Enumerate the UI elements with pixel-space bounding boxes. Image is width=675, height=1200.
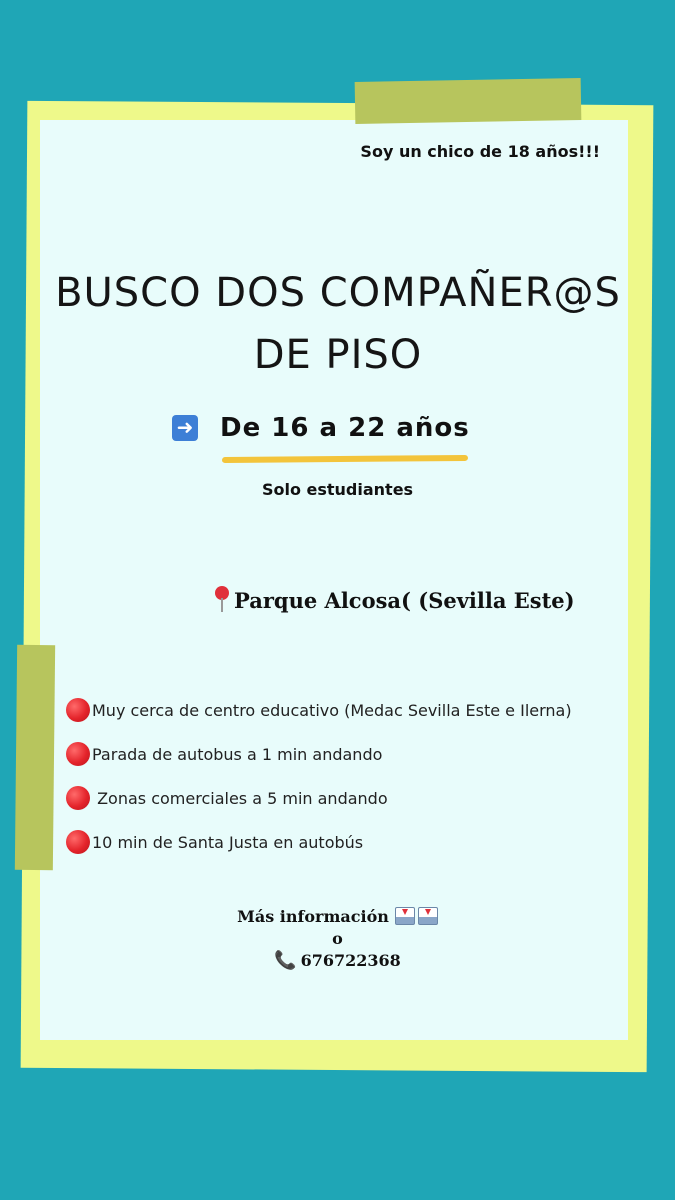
- inbox-tray-icon: [418, 907, 438, 925]
- poster-card: [40, 120, 628, 1040]
- headline-line-1: BUSCO DOS COMPAÑER@S: [55, 270, 621, 316]
- list-item: [66, 688, 572, 732]
- tape-top: [355, 78, 582, 124]
- feature-text: Muy cerca de centro educativo (Medac Sevilla Este e Ilerna): [92, 700, 572, 720]
- feature-text: Zonas comerciales a 5 min andando: [92, 788, 388, 808]
- more-info-label: Más información: [237, 906, 389, 926]
- right-arrow-icon: ➜: [172, 415, 198, 441]
- age-range: [172, 413, 470, 443]
- tape-left: [15, 645, 55, 870]
- feature-text: Parada de autobus a 1 min andando: [92, 744, 383, 764]
- red-circle-icon: [66, 742, 90, 766]
- red-circle-icon: [66, 698, 90, 722]
- location: [212, 586, 575, 614]
- age-range-text: De 16 a 22 años: [220, 413, 470, 443]
- red-circle-icon: [66, 830, 90, 854]
- red-circle-icon: [66, 786, 90, 810]
- feature-text: 10 min de Santa Justa en autobús: [92, 832, 364, 852]
- headline: [40, 262, 636, 386]
- telephone-icon: 📞: [274, 949, 297, 971]
- round-pushpin-icon: [212, 586, 234, 614]
- list-item: [66, 820, 572, 864]
- age-note: Soy un chico de 18 años!!!: [360, 142, 600, 161]
- headline-line-2: DE PISO: [253, 332, 423, 378]
- students-note: Solo estudiantes: [261, 480, 414, 499]
- inbox-tray-icon: [395, 907, 415, 925]
- phone-number[interactable]: 676722368: [300, 950, 401, 970]
- feature-list: [66, 688, 572, 864]
- location-text: Parque Alcosa( (Sevilla Este): [234, 587, 575, 613]
- list-item: [66, 776, 572, 820]
- contact-info: [0, 905, 675, 971]
- or-label: o: [332, 928, 343, 948]
- list-item: [66, 732, 572, 776]
